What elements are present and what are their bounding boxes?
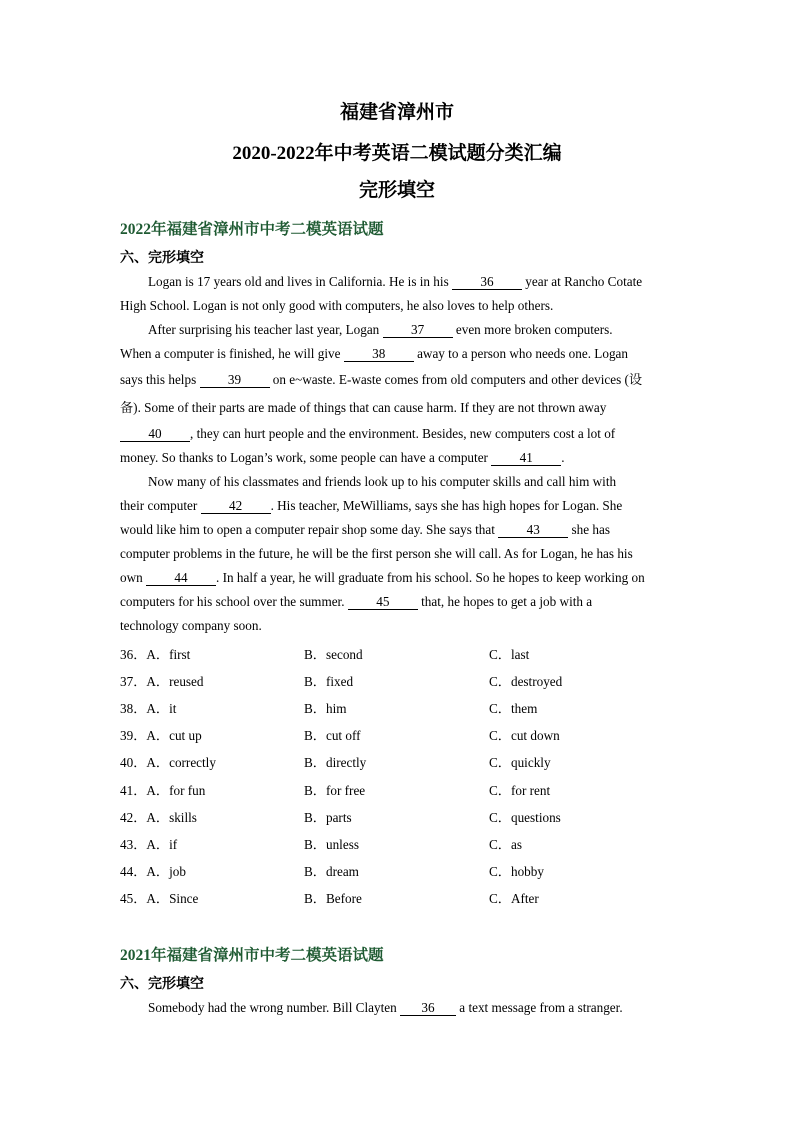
blank-43[interactable]: 43	[498, 523, 568, 538]
text-run: computers for his school over the summer.	[120, 594, 348, 609]
text-run: she has	[568, 522, 610, 537]
blank-41[interactable]: 41	[491, 451, 561, 466]
text-run: would like him to open a computer repair shop some day. She says that	[120, 522, 499, 537]
blank-37[interactable]: 37	[383, 323, 453, 338]
blank-40[interactable]: 40	[120, 427, 190, 442]
option-c[interactable]: C．destroyed	[489, 674, 563, 689]
option-a[interactable]: 42．A．skills	[120, 810, 197, 825]
option-b[interactable]: B．second	[304, 647, 363, 662]
option-a[interactable]: 40．A．correctly	[120, 755, 216, 770]
section-2022-subheading: 六、完形填空	[120, 251, 204, 266]
text-run: , they can hurt people and the environment. Besides, new computers cost a lot of	[190, 426, 616, 441]
option-c[interactable]: C．last	[489, 647, 530, 662]
text-run: that, he hopes to get a job with a	[417, 594, 593, 609]
option-a[interactable]: 45．A．Since	[120, 891, 199, 906]
passage-line	[120, 346, 628, 362]
blank-36[interactable]: 36	[452, 275, 522, 290]
blank-38[interactable]: 38	[344, 347, 414, 362]
text-run: After surprising his teacher last year, Logan	[148, 322, 383, 337]
option-a[interactable]: 44．A．job	[120, 864, 186, 879]
option-c[interactable]: C．as	[489, 837, 522, 852]
option-b[interactable]: B．unless	[304, 837, 359, 852]
option-b[interactable]: B．cut off	[304, 728, 361, 743]
text-run: on e~waste. E-waste comes from old computers and other devices (设	[269, 372, 643, 387]
passage-line	[120, 498, 622, 514]
option-a[interactable]: 39．A．cut up	[120, 728, 202, 743]
option-b[interactable]: B．directly	[304, 755, 367, 770]
option-b[interactable]: B．for free	[304, 783, 366, 798]
option-a[interactable]: 36．A．first	[120, 647, 191, 662]
option-c[interactable]: C．them	[489, 701, 538, 716]
text-run: even more broken computers.	[452, 322, 613, 337]
blank-39[interactable]: 39	[200, 373, 270, 388]
option-c[interactable]: C．questions	[489, 810, 561, 825]
text-run: a text message from a stranger.	[456, 1000, 623, 1015]
document-title-region: 福建省漳州市	[339, 102, 454, 123]
passage-line	[120, 522, 610, 538]
passage-line	[120, 450, 565, 466]
option-b[interactable]: B．Before	[304, 891, 362, 906]
text-run: When a computer is finished, he will give	[120, 346, 344, 361]
passage-line	[120, 594, 592, 610]
section-2021-subheading: 六、完形填空	[120, 977, 204, 992]
option-a[interactable]: 43．A．if	[120, 837, 178, 852]
text-run: away to a person who needs one. Logan	[413, 346, 628, 361]
option-c[interactable]: C．for rent	[489, 783, 551, 798]
passage-line	[148, 322, 613, 338]
text-run: .	[561, 450, 565, 465]
option-a[interactable]: 41．A．for fun	[120, 783, 206, 798]
blank-44[interactable]: 44	[146, 571, 216, 586]
passage-line: High School. Logan is not only good with computers, he also loves to help others.	[120, 298, 554, 313]
option-c[interactable]: C．hobby	[489, 864, 544, 879]
option-a[interactable]: 38．A．it	[120, 701, 177, 716]
text-run: own	[120, 570, 147, 585]
option-b[interactable]: B．dream	[304, 864, 359, 879]
passage-line: 备). Some of their parts are made of things that can cause harm. If they are not thrown away	[120, 400, 607, 415]
passage-line: computer problems in the future, he will be the first person she will call. As for Logan, he has his	[120, 546, 633, 561]
passage-line	[148, 274, 642, 290]
text-run: . In half a year, he will graduate from his school. So he hopes to keep working on	[216, 570, 645, 585]
text-run: Logan is 17 years old and lives in California. He is in his	[148, 274, 452, 289]
option-c[interactable]: C．After	[489, 891, 539, 906]
passage-line	[120, 426, 615, 442]
option-a[interactable]: 37．A．reused	[120, 674, 204, 689]
section-2021-heading: 2021年福建省漳州市中考二模英语试题	[120, 947, 384, 964]
option-c[interactable]: C．cut down	[489, 728, 560, 743]
text-run: says this helps	[120, 372, 200, 387]
section-2022-heading: 2022年福建省漳州市中考二模英语试题	[120, 221, 384, 238]
passage-line: technology company soon.	[120, 618, 262, 633]
document-title-topic: 完形填空	[358, 180, 435, 201]
text-run: year at Rancho Cotate	[522, 274, 643, 289]
text-run: Somebody had the wrong number. Bill Clayten	[148, 1000, 400, 1015]
text-run: their computer	[120, 498, 201, 513]
option-c[interactable]: C．quickly	[489, 755, 551, 770]
option-b[interactable]: B．him	[304, 701, 347, 716]
text-run: money. So thanks to Logan’s work, some people can have a computer	[120, 450, 492, 465]
blank-42[interactable]: 42	[201, 499, 271, 514]
option-b[interactable]: B．fixed	[304, 674, 354, 689]
text-run: . His teacher, MeWilliams, says she has high hopes for Logan. She	[270, 498, 623, 513]
passage-line	[120, 570, 645, 586]
blank-45[interactable]: 45	[348, 595, 418, 610]
passage-line: Now many of his classmates and friends look up to his computer skills and call him with	[148, 474, 617, 489]
blank-36-2021[interactable]: 36	[400, 1001, 456, 1016]
passage-line	[120, 372, 642, 388]
document-title-collection: 2020-2022年中考英语二模试题分类汇编	[232, 143, 562, 164]
option-b[interactable]: B．parts	[304, 810, 352, 825]
passage-line	[148, 1000, 623, 1016]
